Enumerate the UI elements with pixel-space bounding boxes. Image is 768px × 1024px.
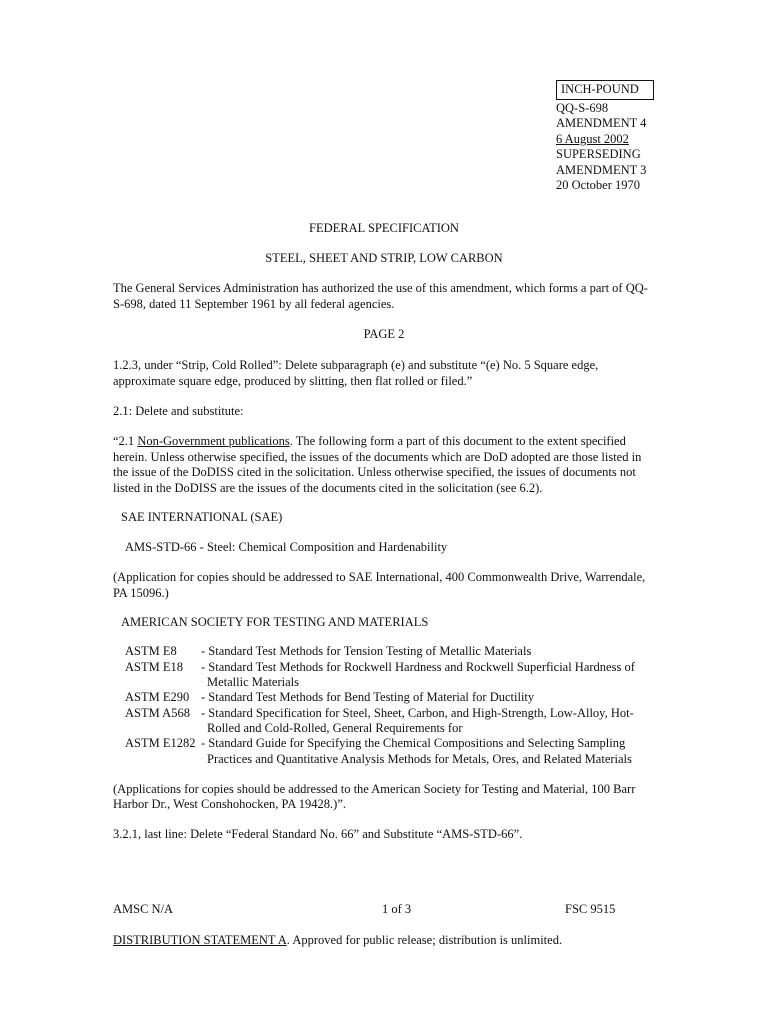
spec-number: QQ-S-698	[556, 100, 609, 115]
astm-item-id: ASTM A568	[125, 706, 190, 720]
footer-amsc: AMSC N/A	[113, 902, 174, 916]
superseded-amendment: AMENDMENT 3	[556, 162, 647, 177]
astm-item-id: ASTM E1282	[125, 736, 196, 750]
document-subtitle: STEEL, SHEET AND STRIP, LOW CARBON	[265, 251, 503, 265]
item-123-line-2: approximate square edge, produced by slitting, then flat rolled or filed.”	[113, 374, 473, 388]
intro-line-2: S-698, dated 11 September 1961 by all federal agencies.	[113, 297, 395, 311]
section-21-line-3: the issue of the DoDISS cited in the solicitation. Unless otherwise specified, the issues of documents not	[113, 465, 636, 479]
superseded-date: 20 October 1970	[556, 178, 641, 192]
astm-note-line-2: Harbor Dr., West Conshohocken, PA 19428.)”.	[113, 797, 347, 811]
item-21: 2.1: Delete and substitute:	[113, 404, 244, 418]
footer-fsc: FSC 9515	[565, 902, 616, 916]
amendment-date: 6 August 2002	[556, 131, 629, 146]
sae-heading: SAE INTERNATIONAL (SAE)	[121, 510, 283, 524]
page-label: PAGE 2	[363, 327, 405, 341]
astm-item-desc-continued: Metallic Materials	[207, 675, 299, 689]
astm-item	[125, 644, 531, 660]
astm-item-desc: - Standard Specification for Steel, Sheet, Carbon, and High-Strength, Low-Alloy, Hot-	[201, 706, 634, 720]
superseding-label: SUPERSEDING	[556, 147, 641, 161]
astm-item-desc: - Standard Test Methods for Bend Testing of Material for Ductility	[201, 690, 535, 704]
astm-item-desc: - Standard Test Methods for Tension Testing of Metallic Materials	[201, 644, 532, 658]
document-title: FEDERAL SPECIFICATION	[309, 221, 459, 235]
inch-pound-box: INCH-POUND	[556, 80, 654, 100]
astm-item-desc: - Standard Test Methods for Rockwell Hardness and Rockwell Superficial Hardness of	[201, 660, 635, 674]
section-21-line-1-rest: . The following form a part of this document to the extent specified	[289, 434, 626, 448]
astm-note-line-1: (Applications for copies should be addressed to the American Society for Testing and Material, 100 Barr	[113, 782, 636, 796]
intro-line-1: The General Services Administration has authorized the use of this amendment, which forms a part of QQ-	[113, 281, 648, 295]
astm-item	[125, 706, 634, 722]
astm-item-id: ASTM E18	[125, 660, 183, 674]
sae-note-line-2: PA 15096.)	[113, 586, 169, 600]
astm-item-desc: - Standard Guide for Specifying the Chemical Compositions and Selecting Sampling	[201, 736, 626, 750]
astm-item	[125, 736, 625, 752]
astm-item	[125, 660, 635, 676]
distribution-label: DISTRIBUTION STATEMENT A	[113, 933, 287, 947]
footer-page-number: 1 of 3	[382, 902, 412, 916]
amendment-number: AMENDMENT 4	[556, 116, 647, 130]
distribution-statement	[113, 933, 562, 949]
astm-item	[125, 690, 534, 706]
section-21-line-1	[113, 434, 626, 450]
sae-item: AMS-STD-66 - Steel: Chemical Composition and Hardenability	[125, 540, 448, 554]
astm-item-desc-continued: Rolled and Cold-Rolled, General Requirements for	[207, 721, 463, 735]
document-header	[556, 80, 654, 194]
sae-note-line-1: (Application for copies should be addressed to SAE International, 400 Commonwealth Drive, Warrendale,	[113, 570, 646, 584]
astm-heading: AMERICAN SOCIETY FOR TESTING AND MATERIALS	[121, 615, 429, 629]
astm-item-desc-continued: Practices and Quantitative Analysis Methods for Metals, Ores, and Related Materials	[207, 752, 632, 766]
astm-item-id: ASTM E290	[125, 690, 190, 704]
item-123-line-1: 1.2.3, under “Strip, Cold Rolled”: Delete subparagraph (e) and substitute “(e) No. 5 Square edge,	[113, 358, 599, 372]
section-21-line-4: listed in the DoDISS are the issues of the documents cited in the solicitation (see 6.2).	[113, 481, 543, 495]
section-21-heading: Non-Government publications	[137, 434, 290, 448]
section-21-line-2: herein. Unless otherwise specified, the issues of the documents which are DoD adopted are those listed in	[113, 450, 642, 464]
astm-item-id: ASTM E8	[125, 644, 177, 658]
item-321: 3.2.1, last line: Delete “Federal Standard No. 66” and Substitute “AMS-STD-66”.	[113, 827, 523, 841]
section-21-prefix: “2.1	[113, 434, 138, 448]
distribution-text: . Approved for public release; distribution is unlimited.	[286, 933, 563, 947]
